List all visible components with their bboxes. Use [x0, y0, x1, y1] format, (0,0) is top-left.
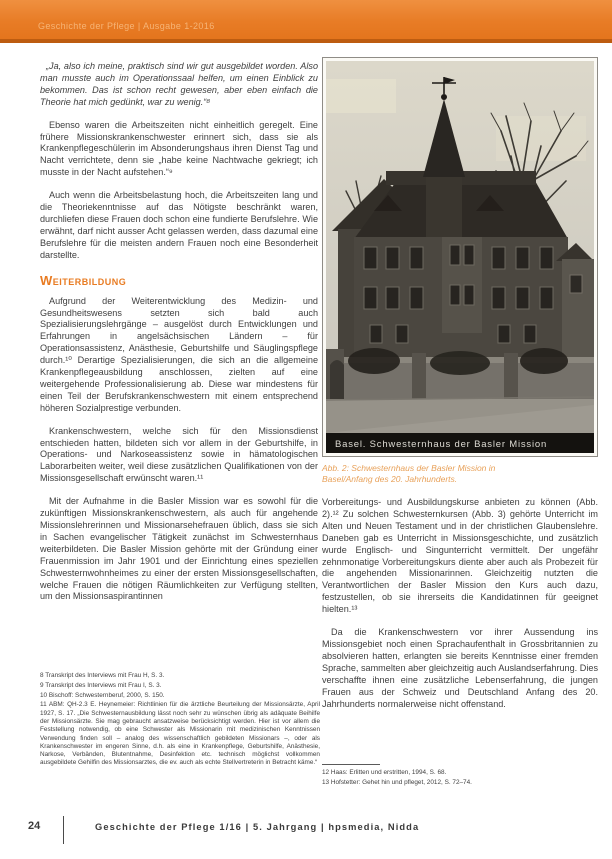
footnote-rule [322, 764, 380, 765]
footnote-12: 12 Haas: Erlitten und erstritten, 1994, S. 68. [322, 769, 447, 776]
paragraph-arbeitsbelastung: Auch wenn die Arbeitsbelastung hoch, die Arbeitszeiten lang und die Theoriekenntnisse auf das Nötigste beschränkt waren, durchliefen diese Frauen doch schon eine fundierte Berufslehre. Wie erwähnt, darf nicht ausser Acht gelassen werden, dass dazumal eine Berufslehre für die meisten andern Frauen noch eine Besonderheit darstellte. [40, 190, 318, 260]
journal-issue-label: Geschichte der Pflege | Ausgabe 1-2016 [38, 21, 215, 31]
footnote-8: 8 Transkript des Interviews mit Frau H, S. 3. [40, 672, 165, 679]
paragraph-arbeitszeiten: Ebenso waren die Arbeitszeiten nicht einheitlich geregelt. Eine frühere Missionskrankenschwester erinnert sich, dass sie als Krankenpflegeschülerin im Absonderungshaus ihren Dienst Tag und Nacht verrichtete, denn sie „habe keine Nachtwache gekriegt; ich musste in der Nacht aufstehen.“⁹ [40, 119, 318, 178]
historic-photo [322, 57, 598, 457]
footnote-11: 11 ABM: QH-2.3 E. Heynemeier: Richtlinien für die ärztliche Beurteilung der Missionsärzte, April 1927, S. 17. „Die Schwesternausbildung lässt noch sehr zu wünschen übrig als adäquate Beihilfe der Missionsärzte. Sie mag gebraucht ansatzweise berücksichtigt werden. Hier ist vor allem die Feststellung notwendig, ob eine Schwester als Missionarin mit medizinischen Kenntnissen Verwendung finden soll – analog des wissenschaftlich gebildeten Missionars –, oder als Krankenschwester im engeren Sinne, d.h. als eine in Krankenpflege, Geburtshilfe, Anästhesie, Narkose, Verbänden, Blutentnahme, Desinfektion etc. technisch möglichst vollkommen ausgebildete Gehilfin des Missionsarztes, die ev. auch als echte Stellvertreterin in Betracht käme.“ [40, 701, 320, 767]
paragraph-aufnahme-basler-mission: Mit der Aufnahme in die Basler Mission war es sowohl für die zukünftigen Missionskrankenschwestern, als auch für angehende Missionslehrerinnen und Missionarsehefrauen üblich, dass sie sich in Sachen evangelischer Tätigkeit zunächst im Schwesternhaus weiterbildeten. Die Basler Mission gehörte mit der Gründung einer Frauenmission im Jahr 1901 und der Einrichtung eines speziellen Schwesternwohnheimes zu einer der ersten Missionsgesellschaften, welche Frauen die nötigen Räumlichkeiten zur Verfügung stellten, um den Missionsaspirantinnen [40, 496, 318, 602]
footnote-10: 10 Bischoff: Schwesternberuf, 2000, S. 150. [40, 691, 165, 699]
paragraph-sprachaufenthalt: Da die Krankenschwestern vor ihrer Aussendung ins Missionsgebiet noch einen Sprachaufenthalt in Grossbritannien zu absolvieren hatten, erlangten sie bereits Kenntnisse einer fremden Sprache, sammelten aber gleichzeitig auch Auslandserfahrung. Dies verschaffte ihnen eine zusätzliche Lebenserfahrung, die jungen Frauen aus der Schweiz und Deutschland Anfang des 20. Jahrhunderts normalerweise nicht offenstand. [322, 627, 598, 709]
footnote-13: 13 Hofstetter: Gehet hin und pfleget, 2012, S. 72–74. [322, 778, 472, 786]
paragraph-vorbereitungskurse: Vorbereitungs- und Ausbildungskurse anbieten zu können (Abb. 2).¹² Zu solchen Schwesternkursen (Abb. 3) gehörte Unterricht im Alten und Neuen Testament und in der christlichen Glaubenslehre. Daneben gab es Unterricht in Missionsgeschichte, und zusätzlich wurde Englisch- und Singunterricht vermittelt. Der ungefähr zehnmonatige Vorbereitungskurs diente aber auch als Probezeit für die angehenden Missionarinnen. Gleichzeitig nutzten die Verantwortlichen der Basler Mission den Kurs auch dazu, festzustellen, ob sie ihrerseits die Kandidatinnen für geeignet hielten.¹³ [322, 497, 598, 615]
footer-journal-line: Geschichte der Pflege 1/16 | 5. Jahrgang | hpsmedia, Nidda [95, 822, 420, 832]
schwesternhaus-photo-illustration [326, 61, 594, 453]
right-column-text [322, 497, 598, 710]
footnotes-left [40, 672, 320, 769]
page-number: 24 [28, 820, 41, 832]
paragraph-missionsdienst: Krankenschwestern, welche sich für den Missionsdienst entschieden hatten, bildeten sich vor allem in der Geburtshilfe, in Operations- und Narkoseassistenz sowie in hämatologischen Laborarbeiten weiter, weil diese zusätzlichen Qualifikationen von der Missionsgesellschaft erwünscht waren.¹¹ [40, 425, 318, 484]
footnote-9: 9 Transkript des Interviews mit Frau I, S. 3. [40, 681, 162, 689]
photo-label: Basel. Schwesternhaus der Basler Mission [335, 439, 548, 450]
footnotes-right [322, 764, 598, 789]
right-column [322, 57, 598, 721]
footer-divider [63, 816, 64, 844]
figure-schwesternhaus [322, 57, 598, 484]
left-column [40, 61, 318, 614]
interview-quote: „Ja, also ich meine, praktisch sind wir gut ausgebildet worden. Also man musste auch im Operationssaal helfen, um einen Einblick zu bekommen. Das ist schon recht gewesen, aber eben einfach die Theorie hat mich gedünkt, war zu wenig.“⁸ [40, 61, 318, 107]
street [326, 397, 594, 433]
paragraph-spezialisierung: Aufgrund der Weiterentwicklung des Medizin- und Gesundheitswesens setzten sich bald auch Spezialisierungslehrgänge – ausgelöst durch Entwicklungen und Erfahrungen in angelsächsischen Ländern – für Operationsassistenz, Anästhesie, Geburtshilfe und Säuglingspflege durch.¹⁰ Derartige Spezialisierungen, die sich an die allgemeine Krankenpflegeausbildung anschlossen, zielten auf eine weitergehende Professionalisierung ab. Diese war mindestens für einen Teil der Berufskrankenschwestern mit einem entsprechend höheren Sozialprestige verbunden. [40, 295, 318, 413]
figure-caption: Abb. 2: Schwesternhaus der Basler Mission in Basel/Anfang des 20. Jahrhunderts. [322, 463, 496, 484]
section-heading-weiterbildung: Weiterbildung [40, 272, 127, 288]
page-header-band [0, 0, 612, 43]
garden-wall [326, 348, 594, 399]
